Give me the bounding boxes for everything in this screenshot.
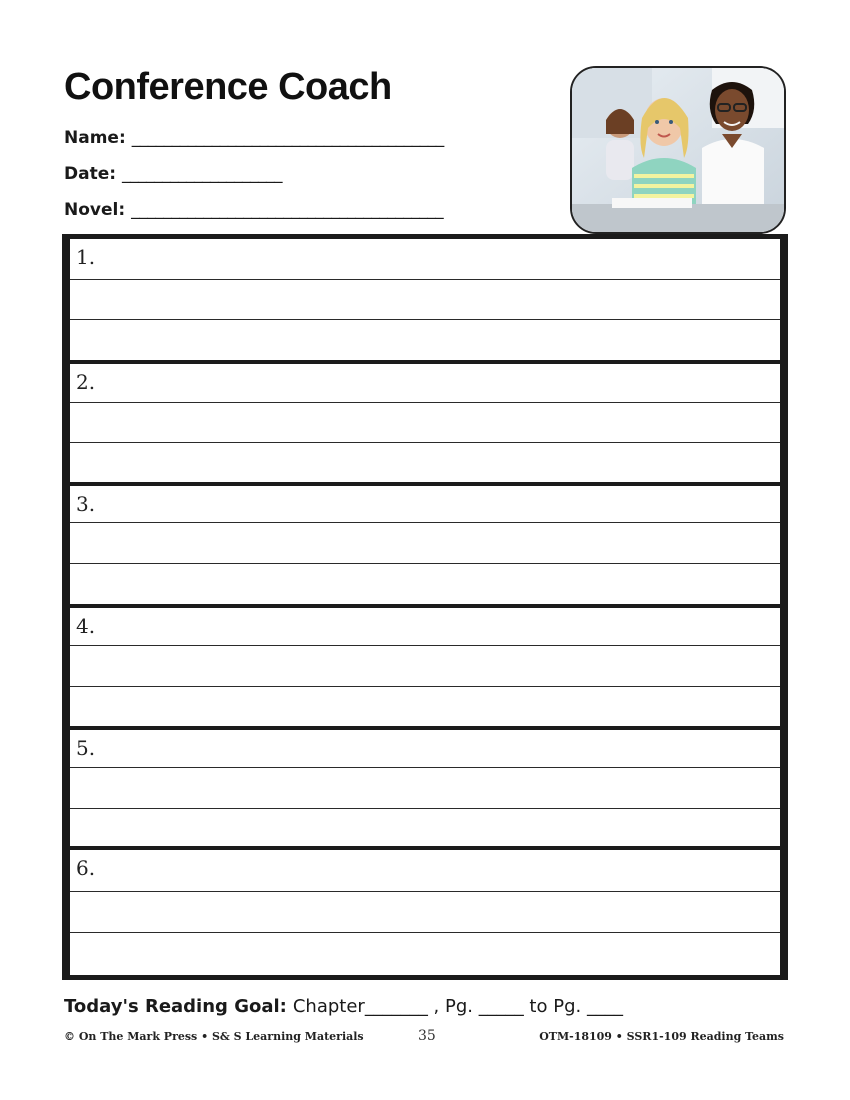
novel-label: Novel: xyxy=(64,200,126,220)
reading-goal xyxy=(64,996,623,1017)
question-section-4 xyxy=(70,608,780,726)
answer-line[interactable] xyxy=(70,686,780,727)
reading-goal-label: Today's Reading Goal: xyxy=(64,996,287,1017)
date-field[interactable] xyxy=(64,164,282,184)
question-number: 2. xyxy=(76,370,96,394)
question-number: 4. xyxy=(76,614,96,638)
question-section-1 xyxy=(70,239,780,360)
answer-line[interactable] xyxy=(70,891,780,932)
name-line[interactable]: _______________________________________ xyxy=(131,128,444,148)
date-label: Date: xyxy=(64,164,117,184)
question-section-6 xyxy=(70,850,780,975)
page-title: Conference Coach xyxy=(64,66,392,108)
answer-line[interactable] xyxy=(70,442,780,483)
answer-line[interactable] xyxy=(70,402,780,443)
question-number: 6. xyxy=(76,856,96,880)
answer-line[interactable] xyxy=(70,279,780,320)
answer-line[interactable] xyxy=(70,239,780,279)
answer-line[interactable] xyxy=(70,932,780,973)
date-line[interactable]: ____________________ xyxy=(122,164,283,184)
name-label: Name: xyxy=(64,128,126,148)
response-grid xyxy=(62,234,788,980)
answer-line[interactable] xyxy=(70,608,780,648)
answer-line[interactable] xyxy=(70,522,780,563)
footer-publisher: © On The Mark Press • S& S Learning Materials xyxy=(64,1030,364,1043)
answer-line[interactable] xyxy=(70,364,780,404)
question-number: 3. xyxy=(76,492,96,516)
answer-line[interactable] xyxy=(70,319,780,360)
name-field[interactable] xyxy=(64,128,444,148)
answer-line[interactable] xyxy=(70,645,780,686)
question-section-3 xyxy=(70,486,780,604)
novel-field[interactable] xyxy=(64,200,443,220)
answer-line[interactable] xyxy=(70,730,780,770)
question-number: 5. xyxy=(76,736,96,760)
novel-line[interactable]: _______________________________________ xyxy=(131,200,444,220)
answer-line[interactable] xyxy=(70,486,780,526)
page-number: 35 xyxy=(418,1028,436,1044)
question-number: 1. xyxy=(76,245,96,269)
footer-product-code: OTM-18109 • SSR1-109 Reading Teams xyxy=(539,1030,784,1043)
answer-line[interactable] xyxy=(70,767,780,808)
reading-goal-fill[interactable]: Chapter_______ , Pg. _____ to Pg. ____ xyxy=(292,996,623,1017)
answer-line[interactable] xyxy=(70,850,780,890)
question-section-2 xyxy=(70,364,780,482)
question-section-5 xyxy=(70,730,780,846)
answer-line[interactable] xyxy=(70,563,780,604)
answer-line[interactable] xyxy=(70,808,780,849)
classroom-photo xyxy=(570,66,786,234)
